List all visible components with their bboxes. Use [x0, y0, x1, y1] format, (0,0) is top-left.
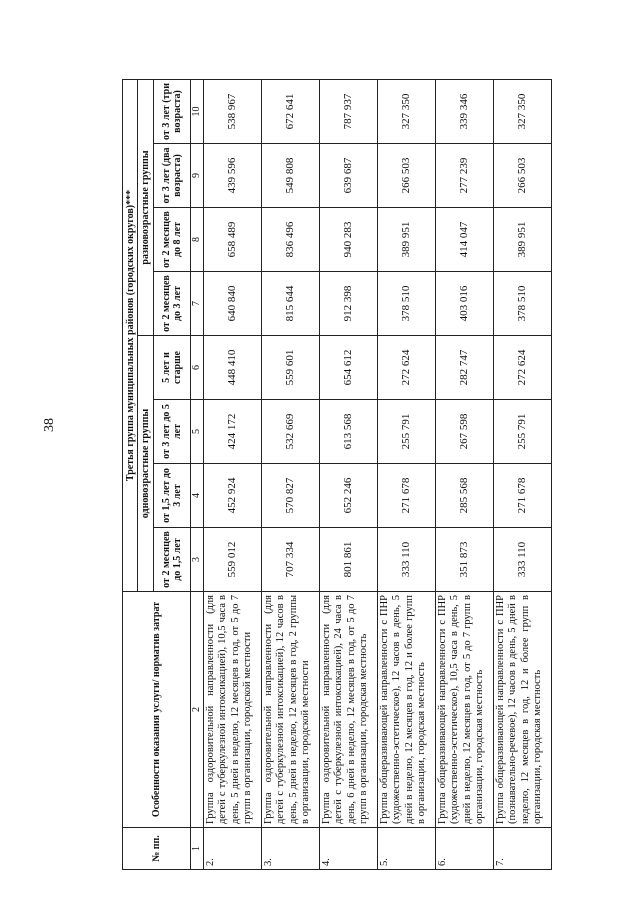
cost-value: 327 350	[377, 79, 435, 143]
header-sub: от 2 месяцев до 3 лет	[153, 272, 190, 336]
cost-value: 549 808	[261, 144, 319, 208]
table-row	[493, 79, 551, 869]
page-number: 38	[42, 418, 57, 432]
cost-value: 640 840	[203, 272, 261, 336]
cost-value: 266 503	[493, 144, 551, 208]
cost-value: 559 601	[261, 336, 319, 400]
cost-value: 448 410	[203, 336, 261, 400]
row-number: 5.	[377, 828, 435, 870]
header-sub: 5 лет и старше	[153, 336, 190, 400]
cost-value: 285 568	[435, 464, 493, 528]
row-description: Группа оздоровительной направленности (для детей с туберкулезной интоксикацией), 10,5 часа в день, 5 дней в неделю, 12 месяцев в год, от 5 до 7 групп в организации, городской местности	[203, 592, 261, 828]
header-sub: от 2 месяцев до 8 лет	[153, 208, 190, 272]
header-sub: от 1,5 лет до 3 лет	[153, 464, 190, 528]
header-sub: от 3 лет (три возраста)	[153, 79, 190, 143]
index-cell: 6	[190, 336, 203, 400]
cost-value: 333 110	[493, 528, 551, 592]
cost-value: 271 678	[377, 464, 435, 528]
header-same-age: одновозрастные группы	[138, 336, 153, 592]
header-desc: Особенности оказания услуги/ норматив затрат	[123, 592, 191, 828]
row-number: 6.	[435, 828, 493, 870]
index-cell: 2	[190, 592, 203, 828]
cost-value: 652 246	[319, 464, 377, 528]
cost-value: 282 747	[435, 336, 493, 400]
row-number: 7.	[493, 828, 551, 870]
cost-value: 639 687	[319, 144, 377, 208]
header-mixed-age: разновозрастные группы	[138, 79, 153, 335]
cost-value: 271 678	[493, 464, 551, 528]
cost-value: 559 012	[203, 528, 261, 592]
header-num: № пп.	[123, 828, 191, 870]
cost-value: 339 346	[435, 79, 493, 143]
row-number: 3.	[261, 828, 319, 870]
cost-value: 613 568	[319, 400, 377, 464]
cost-value: 403 016	[435, 272, 493, 336]
cost-value: 378 510	[493, 272, 551, 336]
cost-value: 255 791	[493, 400, 551, 464]
cost-value: 333 110	[377, 528, 435, 592]
header-group-title: Третья группа муниципальных районов (городских округов)***	[123, 79, 138, 591]
cost-value: 255 791	[377, 400, 435, 464]
cost-value: 801 861	[319, 528, 377, 592]
index-cell: 8	[190, 208, 203, 272]
header-sub: от 3 лет (два возраста)	[153, 144, 190, 208]
cost-value: 836 496	[261, 208, 319, 272]
row-number: 2.	[203, 828, 261, 870]
cost-value: 351 873	[435, 528, 493, 592]
index-cell: 9	[190, 144, 203, 208]
index-cell: 7	[190, 272, 203, 336]
cost-value: 378 510	[377, 272, 435, 336]
cost-value: 654 612	[319, 336, 377, 400]
cost-value: 815 644	[261, 272, 319, 336]
table-row	[203, 79, 261, 869]
cost-value: 389 951	[493, 208, 551, 272]
table-row	[261, 79, 319, 869]
cost-value: 452 924	[203, 464, 261, 528]
rotated-cost-table	[122, 80, 552, 870]
cost-value: 266 503	[377, 144, 435, 208]
cost-value: 389 951	[377, 208, 435, 272]
cost-value: 267 598	[435, 400, 493, 464]
cost-value: 327 350	[493, 79, 551, 143]
index-cell: 10	[190, 79, 203, 143]
table-row	[377, 79, 435, 869]
cost-value: 707 334	[261, 528, 319, 592]
cost-value: 272 624	[377, 336, 435, 400]
row-description: Группа оздоровительной направленности (для детей с туберкулезной интоксикацией), 12 часов в день, 5 дней в неделю, 12 месяцев в год, 2 группы в организации, городской местности	[261, 592, 319, 828]
index-cell: 3	[190, 528, 203, 592]
cost-value: 672 641	[261, 79, 319, 143]
cost-value: 439 596	[203, 144, 261, 208]
index-cell: 5	[190, 400, 203, 464]
row-description: Группа общеразвивающей направленности с ПНР (художественно-эстетическое), 12 часов в день, 5 дней в неделю, 12 месяцев в год, 12 и более групп в организации, городская местность	[377, 592, 435, 828]
index-cell: 4	[190, 464, 203, 528]
cost-value: 272 624	[493, 336, 551, 400]
cost-value: 414 047	[435, 208, 493, 272]
cost-value: 277 239	[435, 144, 493, 208]
cost-value: 658 489	[203, 208, 261, 272]
row-description: Группа общеразвивающей направленности с ПНР (познавательно-речевое), 12 часов в день, 5 дней в неделю, 12 месяцев в год, 12 и более групп в организации, городская местность	[493, 592, 551, 828]
cost-value: 912 398	[319, 272, 377, 336]
row-description: Группа общеразвивающей направленности с ПНР (художественно-эстетическое), 10,5 часа в день, 5 дней в неделю, 12 месяцев в год, от 5 до 7 групп в организации, городская местность	[435, 592, 493, 828]
cost-value: 787 937	[319, 79, 377, 143]
cost-value: 532 669	[261, 400, 319, 464]
cost-table	[122, 79, 552, 870]
row-number: 4.	[319, 828, 377, 870]
cost-value: 570 827	[261, 464, 319, 528]
cost-value: 538 967	[203, 79, 261, 143]
row-description: Группа оздоровительной направленности (для детей с туберкулезной интоксикацией), 24 часа в день, 6 дней в неделю, 12 месяцев в год, от 5 до 7 групп в организации, городская местность	[319, 592, 377, 828]
header-sub: от 3 лет до 5 лет	[153, 400, 190, 464]
header-sub: от 2 месяцев до 1,5 лет	[153, 528, 190, 592]
index-cell: 1	[190, 828, 203, 870]
cost-value: 940 283	[319, 208, 377, 272]
cost-value: 424 172	[203, 400, 261, 464]
table-row	[319, 79, 377, 869]
table-row	[435, 79, 493, 869]
